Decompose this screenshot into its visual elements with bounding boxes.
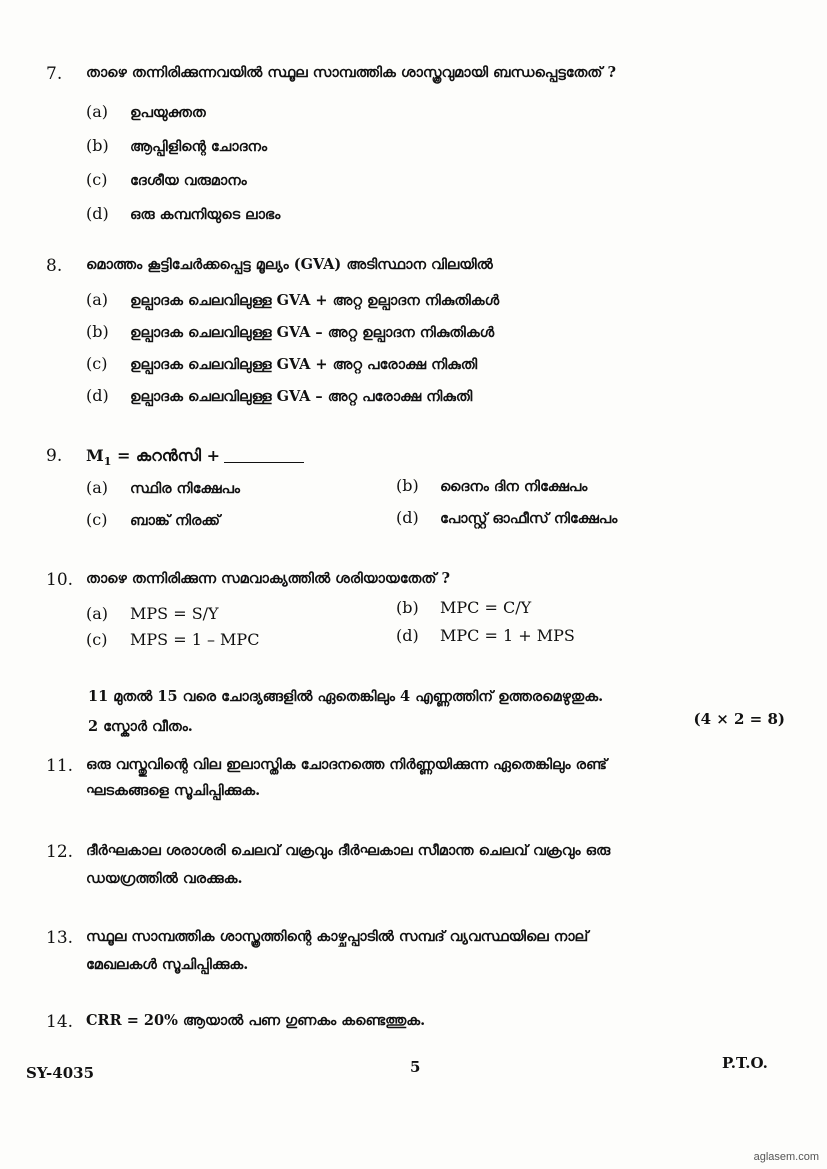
option-b: (b) ആപ്പിളിന്റെ ചോദനം [86,136,268,155]
question-number: 8. [46,256,63,276]
question-text: താഴെ തന്നിരിക്കുന്നവയിൽ സ്ഥൂല സാമ്പത്തിക ശാസ്ത്രവുമായി ബന്ധപ്പെട്ടതേത് ? [86,64,616,81]
option-b: (b) ദൈനം ദിന നിക്ഷേപം [396,476,588,495]
question-text: താഴെ തന്നിരിക്കുന്ന സമവാക്യത്തിൽ ശരിയായതേത് ? [86,570,450,587]
question-text-cont: മേഖലകൾ സൂചിപ്പിക്കുക. [86,956,249,973]
option-b: (b) MPC = C/Y [396,598,532,617]
question-text: സ്ഥൂല സാമ്പത്തിക ശാസ്ത്രത്തിന്റെ കാഴ്ചപ്പാടിൽ സമ്പദ് വ്യവസ്ഥയിലെ നാല് [86,928,589,945]
option-c: (c) MPS = 1 – MPC [86,630,260,649]
option-d: (d) ഒരു കമ്പനിയുടെ ലാഭം [86,204,281,223]
option-d: (d) MPC = 1 + MPS [396,626,575,645]
option-c: (c) ഉല്പാദക ചെലവിലുള്ള GVA + അറ്റ പരോക്ഷ നികുതി [86,354,478,373]
question-text-cont: ഘടകങ്ങളെ സൂചിപ്പിക്കുക. [86,782,261,799]
watermark: aglasem.com [753,1151,819,1163]
option-d: (d) ഉല്പാദക ചെലവിലുള്ള GVA – അറ്റ പരോക്ഷ നികുതി [86,386,473,405]
question-number: 12. [46,842,74,862]
option-a: (a) ഉപയുക്തത [86,102,206,121]
option-a: (a) ഉല്പാദക ചെലവിലുള്ള GVA + അറ്റ ഉല്പാദന നികുതികൾ [86,290,500,309]
answer-blank [224,462,304,463]
question-number: 7. [46,64,63,84]
question-text: ഒരു വസ്തുവിന്റെ വില ഇലാസ്തിക ചോദനത്തെ നിർണ്ണയിക്കുന്ന ഏതെങ്കിലും രണ്ട് [86,756,607,773]
section-marks: (4 × 2 = 8) [693,710,785,728]
question-text: ദീർഘകാല ശരാശരി ചെലവ് വക്രവും ദീർഘകാല സീമാന്ത ചെലവ് വക്രവും ഒരു [86,842,611,859]
question-number: 14. [46,1012,74,1032]
section-instruction: 11 മുതൽ 15 വരെ ചോദ്യങ്ങളിൽ ഏതെങ്കിലും 4 എണ്ണത്തിന് ഉത്തരമെഴുതുക. [88,688,604,705]
option-d: (d) പോസ്റ്റ് ഓഫീസ് നിക്ഷേപം [396,508,618,527]
page-number: 5 [410,1058,421,1076]
please-turn-over: P.T.O. [722,1054,768,1072]
option-c: (c) ദേശീയ വരുമാനം [86,170,247,189]
question-number: 11. [46,756,74,776]
question-number: 10. [46,570,74,590]
question-text: $M_1$ = കറൻസി + [86,446,304,468]
question-text: മൊത്തം കൂട്ടിചേർക്കപ്പെട്ട മൂല്യം (GVA) അടിസ്ഥാന വിലയിൽ [86,256,493,273]
section-instruction-2: 2 സ്കോർ വീതം. [88,718,193,735]
question-text-cont: ഡയഗ്രത്തിൽ വരക്കുക. [86,870,243,887]
option-b: (b) ഉല്പാദക ചെലവിലുള്ള GVA – അറ്റ ഉല്പാദന നികുതികൾ [86,322,495,341]
paper-code: SY-4035 [26,1064,95,1082]
option-a: (a) MPS = S/Y [86,604,219,623]
option-a: (a) സ്ഥിര നിക്ഷേപം [86,478,240,497]
question-number: 9. [46,446,63,466]
question-text: CRR = 20% ആയാൽ പണ ഗുണകം കണ്ടെത്തുക. [86,1012,426,1029]
option-c: (c) ബാങ്ക് നിരക്ക് [86,510,221,529]
question-number: 13. [46,928,74,948]
